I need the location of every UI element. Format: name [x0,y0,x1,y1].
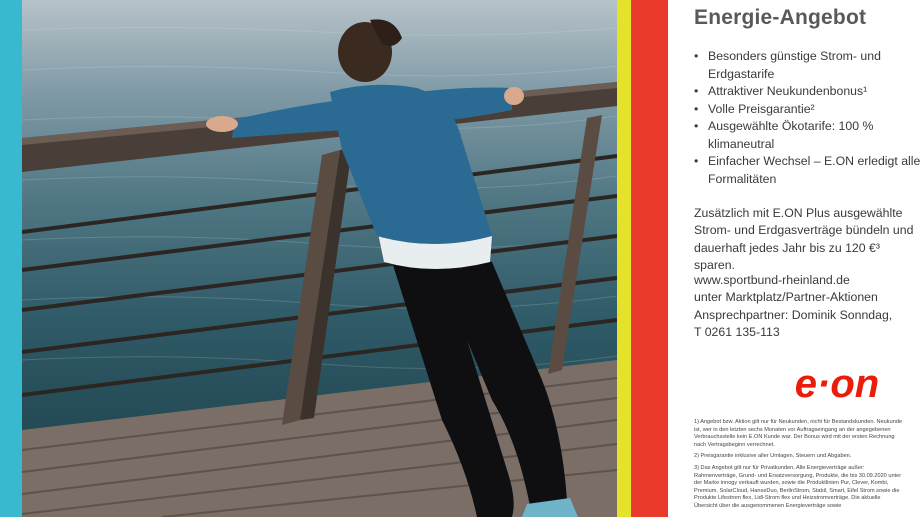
cyan-color-strip [0,0,22,517]
contact-person: Ansprechpartner: Dominik Sonndag, [694,307,893,322]
footnote-1: 1) Angebot bzw. Aktion gilt nur für Neukunden, nicht für Bestandskunden. Neukunde ist, wer in den letzten sechs Monaten vor Auftragseingang an der angegebenen Verbrauchsstelle kein E.ON Kunde war. Der Bonus wird mit der ersten Rechnung nach Vertragsbeginn verrechnet. [694,419,903,448]
footnote-3: 3) Das Angebot gilt nur für Privatkunden. Alle Energieverträge außer: Rahmenverträge, Grund- und Ersatzversorgung, Produkte, die bis 30.09.2020 unter der Marke innogy verkauft wurden, sowie die Produktlinien Pur, Clever, Kombi, Premium, SolarCloud, HanseDuo, BerlinStrom, Stabil, Smart, Eifel Strom sowie die Produkte Lifestrom flex, Lidl-Strom flex und Heizstromverträge. Die aktuelle Übersicht über die ausgenommenen Energieverträge sowie [694,464,902,509]
eon-logo [770,357,904,407]
website-path: unter Marktplatz/Partner-Aktionen [694,290,878,305]
footnotes [694,419,904,515]
eon-logo-wordmark: e·on [794,362,880,406]
hero-photo-woman-stretching-at-railing [22,0,617,517]
offer-item: • Einfacher Wechsel – E.ON erledigt alle Formalitäten [694,153,920,188]
offer-item: • Volle Preisgarantie² [694,101,920,119]
yellow-color-strip [617,0,631,517]
offer-headline: Energie-Angebot [694,6,867,29]
offer-list [694,48,920,188]
contact-block [694,272,920,341]
offer-item: • Attraktiver Neukundenbonus¹ [694,83,920,101]
offer-item: • Ausgewählte Ökotarife: 100 % klimaneutral [694,118,920,153]
offer-text-panel [668,0,920,517]
offer-item: • Besonders günstige Strom- und Erdgastarife [694,48,920,83]
eon-plus-description: Zusätzlich mit E.ON Plus ausgewählte Strom- und Erdgasverträge bündeln und dauerhaft jedes Jahr bis zu 120 €³ sparen. [694,206,914,272]
website-link[interactable]: www.sportbund-rheinland.de [694,273,850,287]
contact-phone: T 0261 135-113 [694,324,780,339]
red-color-strip [631,0,668,517]
footnote-2: 2) Preisgarantie inklusive aller Umlagen, Steuern und Abgaben. [694,453,852,460]
